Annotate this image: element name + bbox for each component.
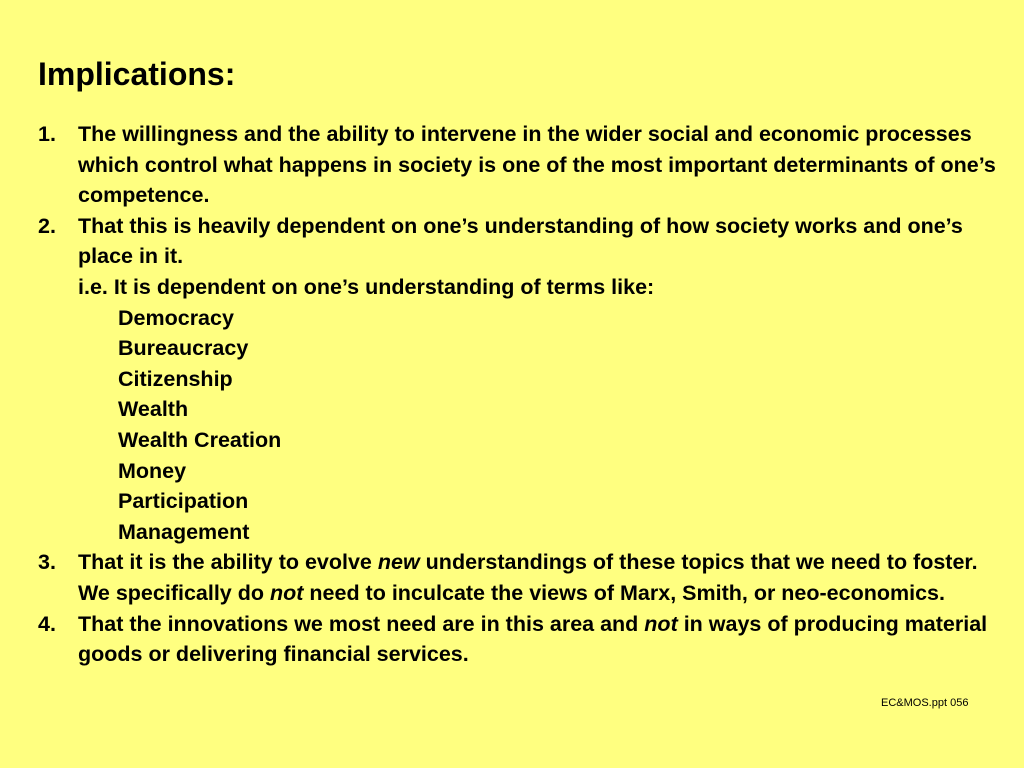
emphasis-new: new (377, 550, 420, 575)
term-democracy: Democracy (118, 305, 234, 330)
term-management: Management (118, 519, 250, 544)
sub-line: i.e. It is dependent on one’s understanding of terms like: (78, 274, 655, 299)
term-money: Money (118, 458, 187, 483)
term-wealth: Wealth (118, 397, 189, 422)
term-citizenship: Citizenship (118, 366, 233, 391)
text-segment: understandings of these topics that we need to foster. We specifically do (78, 550, 978, 605)
slide-title: Implications: (38, 56, 236, 92)
slide-footer: EC&MOS.ppt 056 (881, 697, 969, 709)
list-item-1 (38, 119, 998, 211)
term-wealth-creation: Wealth Creation (118, 427, 282, 452)
emphasis-not: not (269, 580, 304, 605)
list-item-3 (38, 547, 998, 608)
list-number: 4. (38, 611, 56, 636)
list-item-2 (38, 211, 998, 272)
text-segment: That it is the ability to evolve (78, 550, 378, 575)
slide-body (38, 119, 998, 670)
list-number: 3. (38, 550, 56, 575)
term-participation: Participation (118, 489, 249, 514)
list-number: 1. (38, 122, 56, 146)
list-item-4 (38, 609, 998, 670)
text-segment: in ways of producing material goods or delivering financial services. (78, 611, 988, 667)
emphasis-not: not (644, 611, 678, 636)
list-text: That this is heavily dependent on one’s understanding of how society works and one’s place in it. (78, 213, 963, 269)
text-segment: That the innovations we most need are in this area and (78, 611, 645, 636)
text-segment: need to inculcate the views of Marx, Smith, or neo-economics. (303, 580, 945, 605)
list-number: 2. (38, 213, 56, 238)
list-text: The willingness and the ability to intervene in the wider social and economic processes which control what happens in society is one of the most important determinants of one’s competence. (78, 122, 996, 208)
list-text (78, 609, 998, 670)
term-bureaucracy: Bureaucracy (118, 336, 249, 361)
list-text (78, 547, 998, 608)
